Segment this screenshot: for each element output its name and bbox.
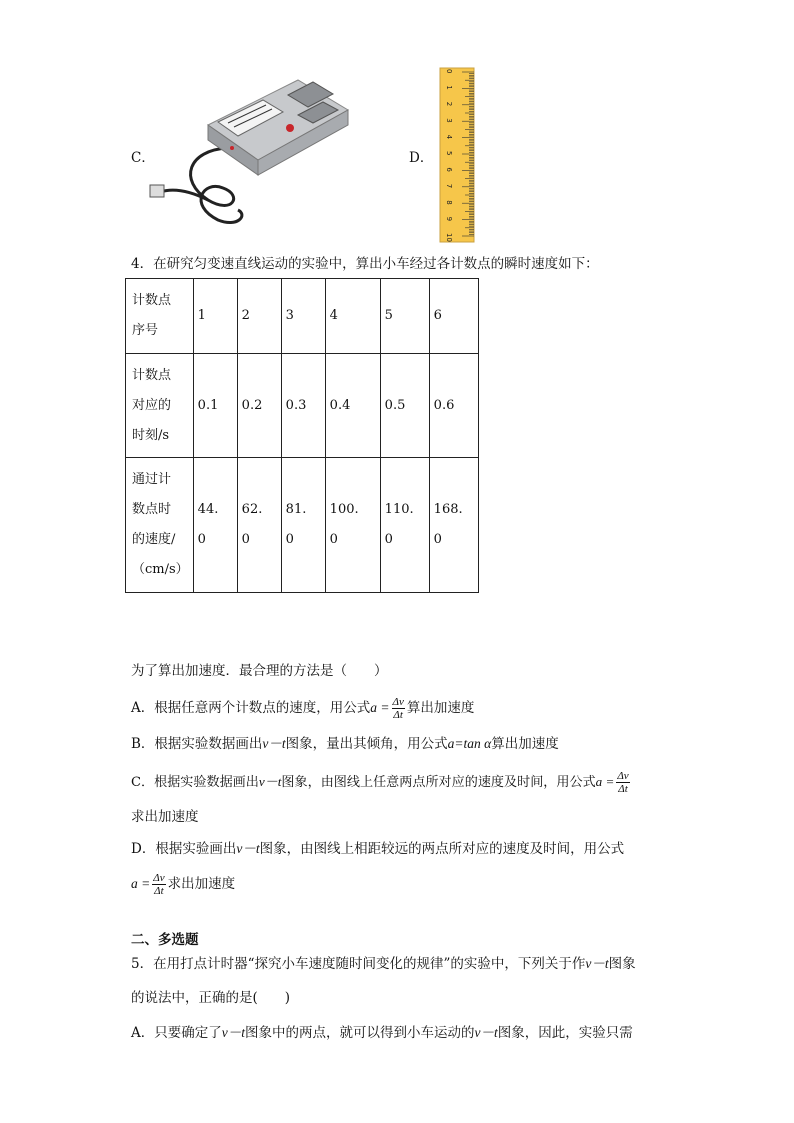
table-cell <box>325 458 380 593</box>
v-t: v－t <box>474 1025 498 1040</box>
q4-option-c-line2: 求出加速度 <box>131 809 199 825</box>
cell-line: 5 <box>384 308 393 323</box>
ruler-label: 5 <box>445 151 453 156</box>
q4-option-d-tail: 求出加速度 <box>167 876 236 892</box>
table-cell <box>429 279 478 354</box>
header-line: 序号 <box>132 323 159 338</box>
header-line: （cm/s） <box>132 562 189 577</box>
ruler-label: 3 <box>445 118 453 123</box>
q4-question: 为了算出加速度．最合理的方法是（ ） <box>131 663 388 679</box>
ruler-label: 9 <box>445 216 453 222</box>
q4-option-c-text: C．根据实验数据画出 <box>131 775 259 790</box>
cell-line: 44. <box>197 502 219 517</box>
q4-stem: 4．在研究匀变速直线运动的实验中，算出小车经过各计数点的瞬时速度如下： <box>131 256 599 272</box>
ruler-label: 8 <box>445 200 453 205</box>
cell-line: 0 <box>433 532 442 547</box>
cell-line: 168. <box>433 502 463 517</box>
q4-option-c <box>131 770 632 795</box>
cell-line: 1 <box>197 308 206 323</box>
header-line: 时刻/s <box>132 427 170 443</box>
cell-line: 110. <box>384 502 414 517</box>
table-row-header <box>126 458 194 593</box>
cell-line: 6 <box>433 308 442 323</box>
q5-line1-text: 5．在用打点计时器“探究小车速度随时间变化的规律”的实验中，下列关于作 <box>131 956 586 972</box>
q4-option-b <box>131 734 559 754</box>
v-t: v－t <box>258 774 282 789</box>
table-cell <box>281 354 325 458</box>
table-cell <box>429 458 478 593</box>
q4-option-b-mid: 图象，量出其倾角，用公式 <box>285 736 448 752</box>
q4-option-a-text: A．根据任意两个计数点的速度，用公式 <box>131 700 371 716</box>
cell-line: 0.2 <box>241 397 263 413</box>
table-cell <box>325 279 380 354</box>
q5-option-a-mid: 图象中的两点，就可以得到小车运动的 <box>245 1025 475 1041</box>
header-line: 计数点 <box>132 367 172 383</box>
cell-line: 0.6 <box>433 397 455 413</box>
ruler-label: 7 <box>445 183 453 189</box>
cell-line: 0 <box>197 532 206 547</box>
cell-line: 0.5 <box>384 397 406 413</box>
ruler-label: 0 <box>445 69 453 74</box>
q5-option-a-tail: 图象，因此，实验只需 <box>497 1025 633 1041</box>
option-d-label: D． <box>409 150 434 166</box>
dt: Δt <box>393 709 403 721</box>
cell-line: 0.1 <box>197 397 219 413</box>
table-cell <box>237 458 281 593</box>
header-line: 通过计 <box>132 472 172 487</box>
cell-line: 62. <box>241 502 263 517</box>
cell-line: 0 <box>329 532 338 547</box>
a-equals: a = <box>131 876 151 891</box>
q4-option-a-tail: 算出加速度 <box>406 700 475 716</box>
header-line: 计数点 <box>132 293 172 308</box>
table-cell <box>193 458 237 593</box>
table-row-header <box>126 279 194 354</box>
ruler-label: 1 <box>445 85 453 90</box>
dv-dt-fraction <box>152 872 165 897</box>
header-line: 对应的 <box>132 397 172 413</box>
cell-line: 100. <box>329 502 359 517</box>
a-equals: a = <box>370 700 390 715</box>
dv: Δv <box>617 770 629 782</box>
table-cell <box>281 458 325 593</box>
header-line: 数点时 <box>132 502 172 517</box>
q4-option-d <box>131 839 624 859</box>
table-cell <box>380 458 429 593</box>
table-cell <box>193 279 237 354</box>
table-cell <box>325 354 380 458</box>
table-cell <box>281 279 325 354</box>
table-cell <box>193 354 237 458</box>
velocity-table <box>125 278 479 593</box>
dt: Δt <box>618 783 628 795</box>
q4-option-d-line2 <box>131 872 235 897</box>
q4-option-d-text: D．根据实验画出 <box>131 841 237 857</box>
v-t: v－t <box>585 956 609 971</box>
q4-option-b-tail: 算出加速度 <box>491 736 559 752</box>
a-equals: a = <box>595 774 615 789</box>
table-row <box>126 458 479 593</box>
option-c-label: C． <box>131 150 155 166</box>
table-cell <box>237 279 281 354</box>
v-t: v－t <box>236 841 260 856</box>
dv-dt-fraction <box>392 696 405 721</box>
table-cell <box>380 354 429 458</box>
q5-line1-tail: 图象 <box>608 956 636 972</box>
table-cell <box>380 279 429 354</box>
dt: Δt <box>154 885 164 897</box>
q5-line2: 的说法中，正确的是( ) <box>131 990 291 1006</box>
dv: Δv <box>392 696 404 708</box>
table-row <box>126 279 479 354</box>
q4-option-a <box>131 696 474 721</box>
q4-option-c-mid: 图象，由图线上任意两点所对应的速度及时间，用公式 <box>281 775 596 790</box>
cell-line: 0 <box>384 532 393 547</box>
q5-option-a-text: A．只要确定了 <box>131 1025 222 1041</box>
table-cell <box>429 354 478 458</box>
cell-line: 3 <box>285 308 294 323</box>
table-cell <box>237 354 281 458</box>
ruler-label: 6 <box>445 167 453 172</box>
dv: Δv <box>153 872 165 884</box>
ruler-label: 10 <box>445 233 453 242</box>
ruler-image <box>438 66 478 244</box>
cell-line: 0.4 <box>329 397 351 413</box>
electromagnetic-timer-image <box>148 70 358 230</box>
v-t: v－t <box>221 1025 245 1040</box>
header-line: 的速度/ <box>132 532 176 547</box>
cell-line: 81. <box>285 502 307 517</box>
q4-option-d-mid: 图象，由图线上相距较远的两点所对应的速度及时间，用公式 <box>259 841 625 857</box>
q5-line1 <box>131 954 636 974</box>
table-row-header <box>126 354 194 458</box>
cell-line: 0 <box>241 532 250 547</box>
section-title: 二、多选题 <box>131 932 199 948</box>
q5-option-a <box>131 1023 633 1043</box>
ruler-label: 4 <box>445 134 453 140</box>
cell-line: 4 <box>329 308 338 323</box>
table-row <box>126 354 479 458</box>
cell-line: 2 <box>241 308 250 323</box>
cell-line: 0.3 <box>285 397 307 413</box>
tan-formula: a=tan α <box>447 736 492 751</box>
dv-dt-fraction <box>616 770 629 795</box>
q4-option-b-text: B．根据实验数据画出 <box>131 736 263 752</box>
v-t: v－t <box>262 736 286 751</box>
ruler-label: 2 <box>445 101 453 107</box>
cell-line: 0 <box>285 532 294 547</box>
